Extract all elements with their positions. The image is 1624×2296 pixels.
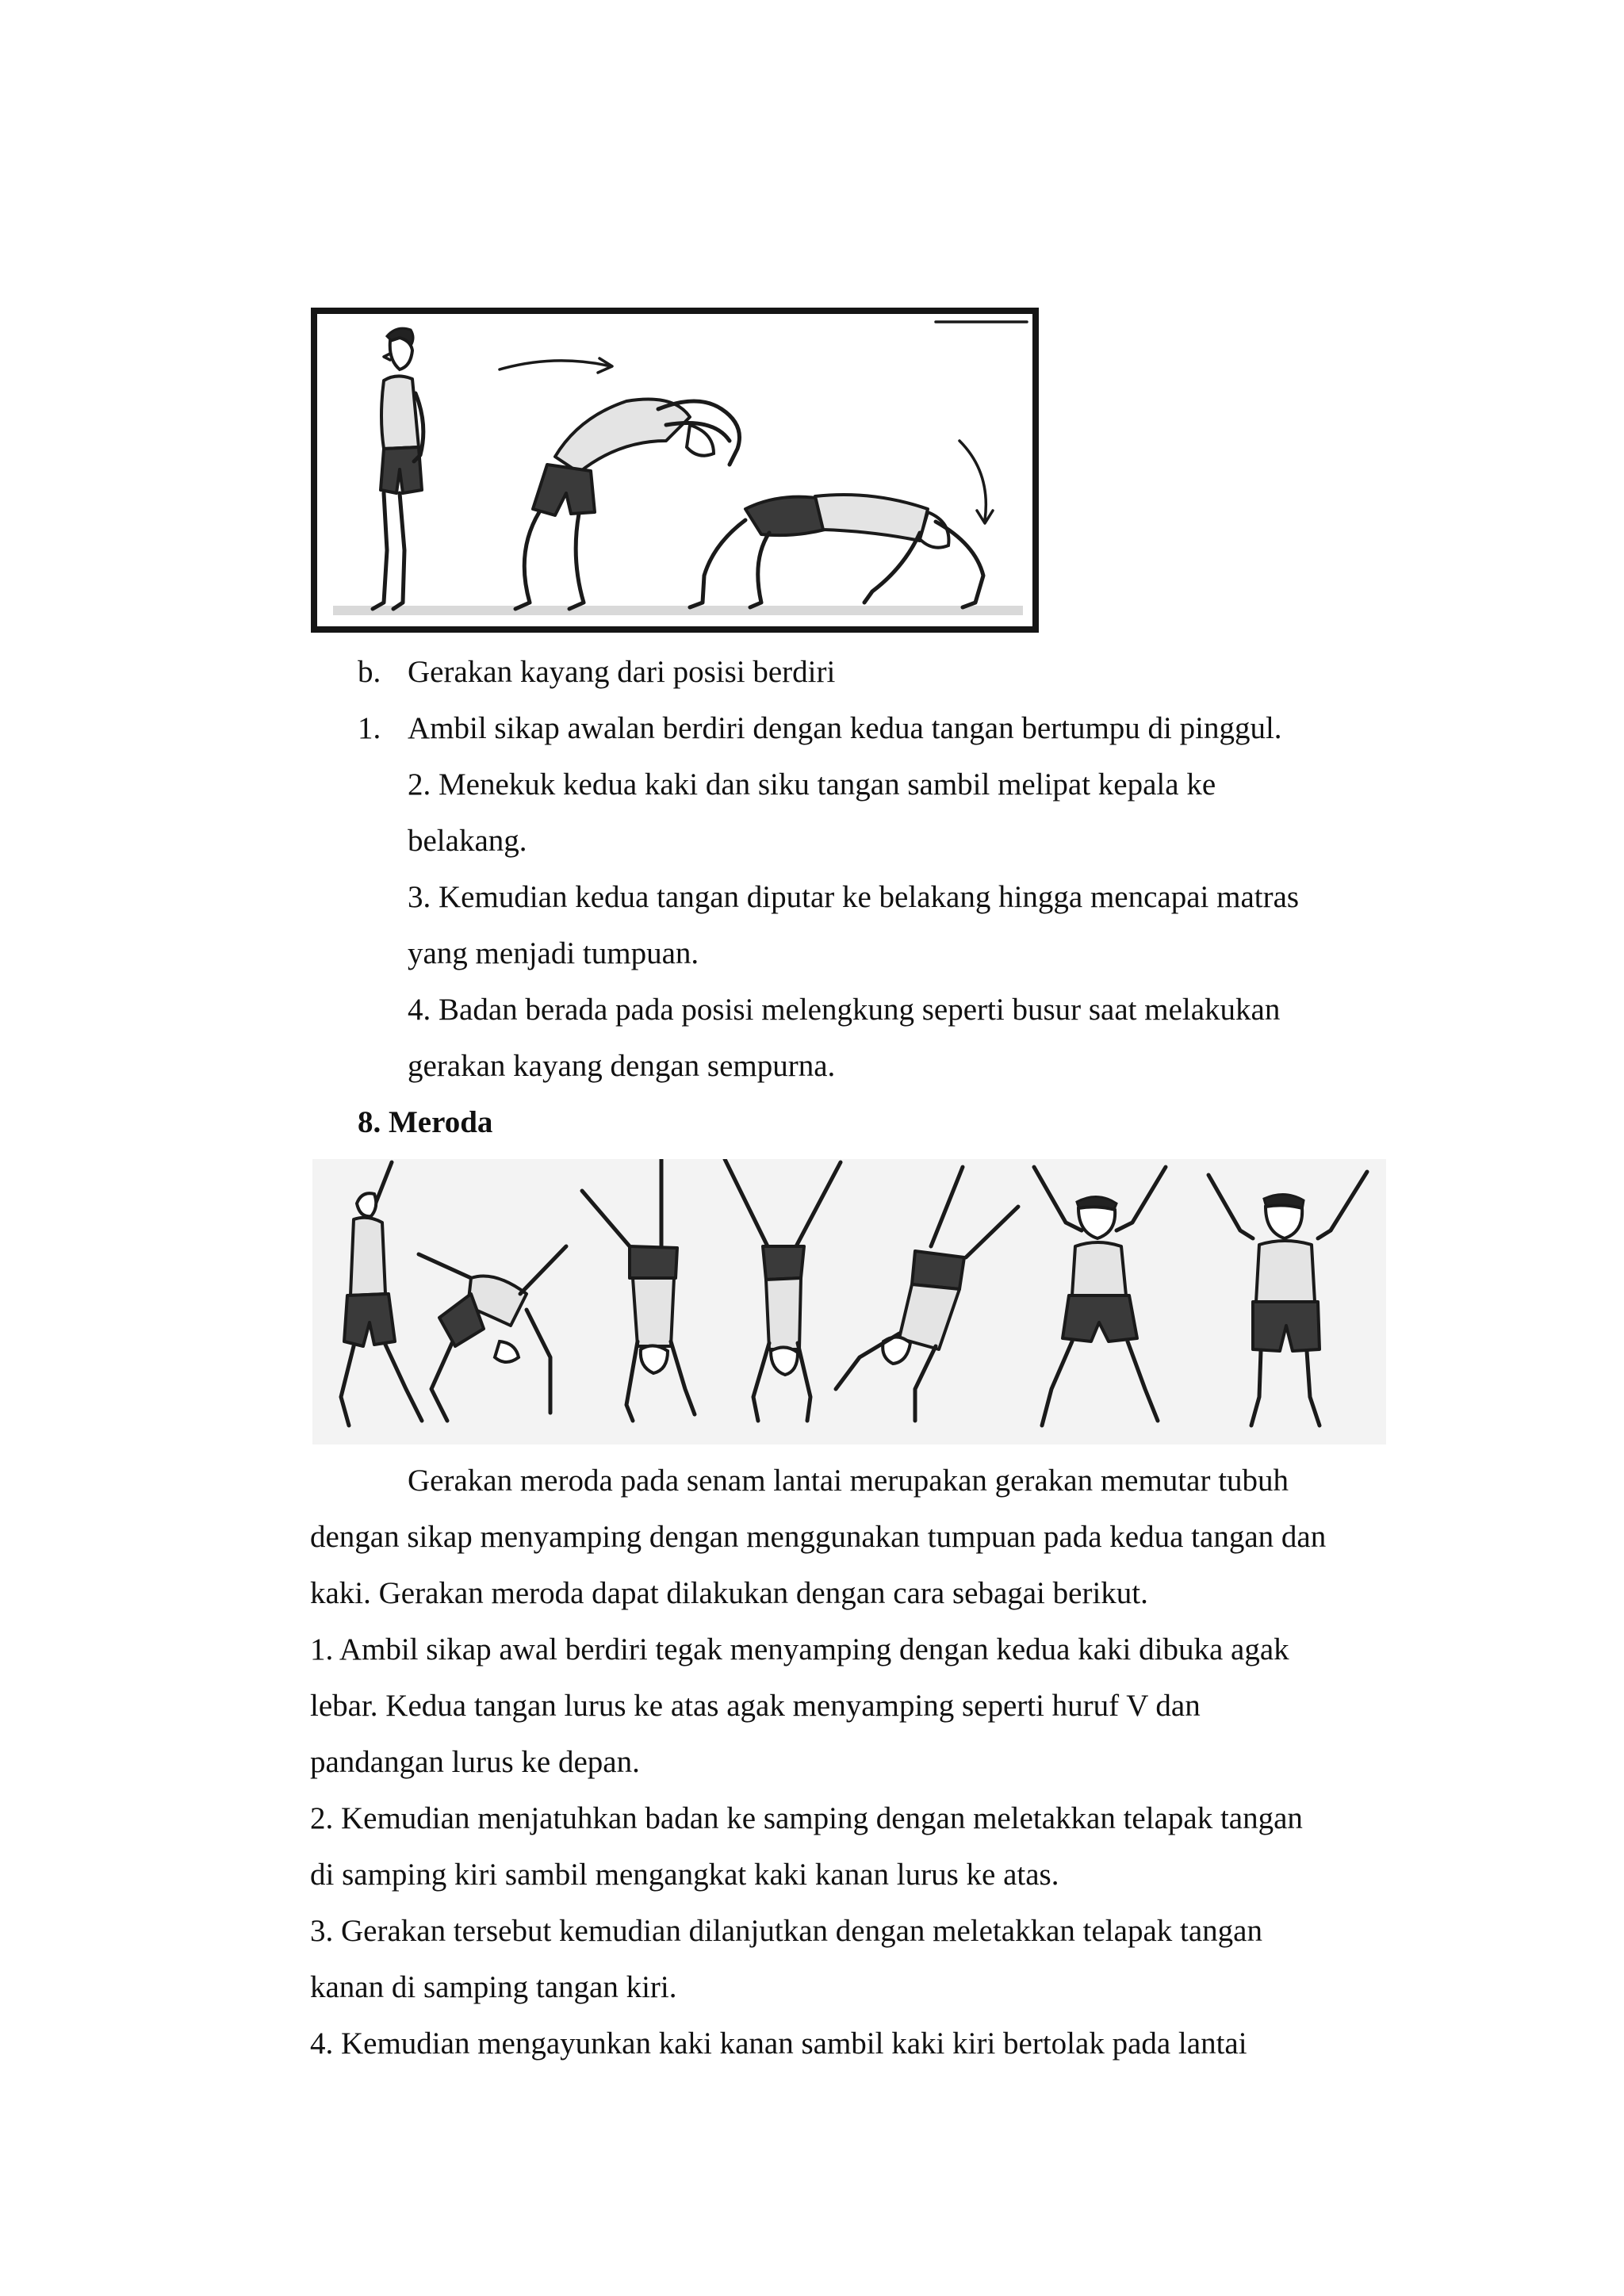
figure-meroda-6: [1034, 1167, 1166, 1425]
figure-standing: [373, 328, 423, 609]
meroda-step-3-line-2: kanan di samping tangan kiri.: [310, 1970, 677, 2004]
meroda-step-1-line-2: lebar. Kedua tangan lurus ke atas agak menyamping seperti huruf V dan: [310, 1689, 1201, 1723]
figure-meroda-3: [582, 1159, 695, 1421]
meroda-paragraph-line-3: kaki. Gerakan meroda dapat dilakukan dengan cara sebagai berikut.: [310, 1576, 1148, 1610]
meroda-paragraph-line-1: Gerakan meroda pada senam lantai merupakan gerakan memutar tubuh: [408, 1464, 1289, 1498]
meroda-step-1-line-1: 1. Ambil sikap awal berdiri tegak menyamping dengan kedua kaki dibuka agak: [310, 1632, 1289, 1667]
kayang-step-1: Ambil sikap awalan berdiri dengan kedua tangan bertumpu di pinggul.: [408, 711, 1282, 745]
figure-meroda-1: [341, 1162, 422, 1425]
kayang-step-4-line-1: 4. Badan berada pada posisi melengkung seperti busur saat melakukan: [408, 993, 1281, 1027]
arrow-icon: [959, 441, 993, 523]
section-b-title: Gerakan kayang dari posisi berdiri: [408, 655, 836, 689]
floor-mat: [333, 606, 1023, 615]
kayang-step-4-line-2: gerakan kayang dengan sempurna.: [408, 1049, 836, 1083]
arrow-icon: [500, 358, 612, 373]
meroda-paragraph-line-2: dengan sikap menyamping dengan menggunakan tumpuan pada kedua tangan dan: [310, 1520, 1327, 1554]
meroda-step-3-line-1: 3. Gerakan tersebut kemudian dilanjutkan dengan meletakkan telapak tangan: [310, 1914, 1262, 1948]
section-8-heading: 8. Meroda: [358, 1105, 493, 1139]
kayang-step-3-line-2: yang menjadi tumpuan.: [408, 936, 699, 970]
kayang-step-3-line-1: 3. Kemudian kedua tangan diputar ke belakang hingga mencapai matras: [408, 880, 1300, 914]
figure-meroda-7: [1208, 1172, 1367, 1425]
meroda-step-4-line-1: 4. Kemudian mengayunkan kaki kanan sambil kaki kiri bertolak pada lantai: [310, 2026, 1247, 2061]
meroda-sequence-drawing: [312, 1159, 1386, 1445]
meroda-step-1-line-3: pandangan lurus ke depan.: [310, 1745, 640, 1779]
kayang-illustration: [311, 308, 1039, 633]
figure-meroda-2: [419, 1246, 566, 1421]
list-marker-b: b.: [358, 655, 381, 689]
list-marker-1: 1.: [358, 711, 381, 745]
figure-meroda-5: [836, 1167, 1018, 1421]
meroda-step-2-line-2: di samping kiri sambil mengangkat kaki kanan lurus ke atas.: [310, 1858, 1059, 1892]
figure-bridge: [690, 495, 983, 607]
figure-meroda-4: [725, 1159, 841, 1421]
meroda-step-2-line-1: 2. Kemudian menjatuhkan badan ke samping dengan meletakkan telapak tangan: [310, 1801, 1303, 1835]
kayang-step-2-line-2: belakang.: [408, 824, 527, 858]
kayang-sequence-drawing: [317, 314, 1032, 626]
meroda-illustration: [312, 1159, 1386, 1445]
kayang-step-2-line-1: 2. Menekuk kedua kaki dan siku tangan sambil melipat kepala ke: [408, 767, 1216, 802]
